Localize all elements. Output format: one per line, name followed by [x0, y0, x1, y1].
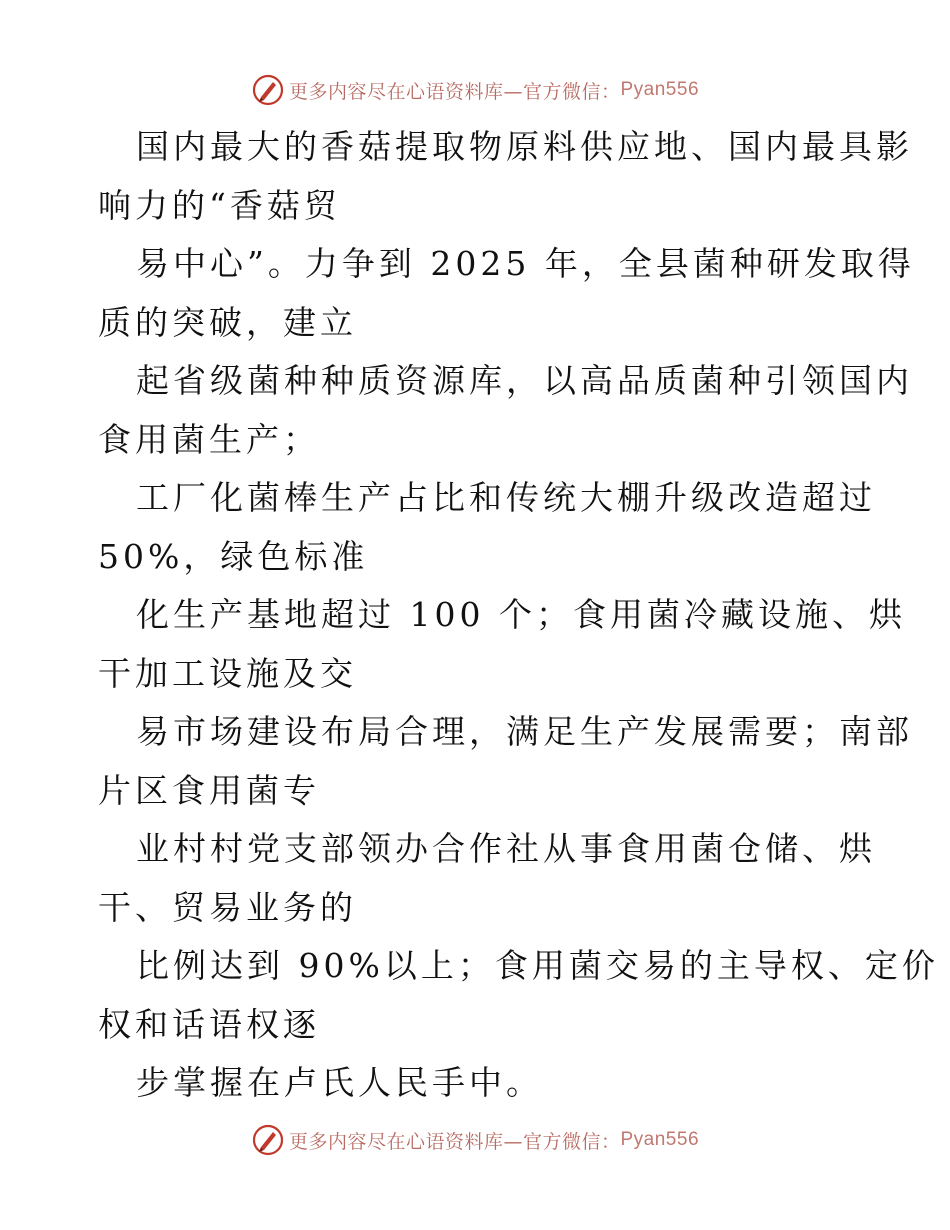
watermark-header	[0, 70, 950, 110]
text-line: 国内最大的香菇提取物原料供应地、国内最具影	[136, 127, 913, 166]
watermark-footer	[0, 1120, 950, 1160]
text-line: 食用菌生产；	[98, 419, 320, 459]
text-line: 化生产基地超过 100 个；食用菌冷藏设施、烘	[136, 595, 906, 634]
text-line: 质的突破，建立	[98, 302, 357, 342]
watermark-text: 更多内容尽在心语资料库—官方微信：	[288, 80, 621, 103]
document-body	[98, 118, 939, 1113]
text-line: 易市场建设布局合理，满足生产发展需要；南部	[136, 712, 913, 751]
text-line: 响力的“香菇贸	[98, 185, 341, 225]
wechat-id: Pyan556	[620, 1129, 700, 1150]
text-line: 工厂化菌棒生产占比和传统大棚升级改造超过	[136, 478, 876, 517]
text-line: 易中心”。力争到 2025 年，全县菌种研发取得	[136, 244, 915, 283]
text-line: 起省级菌种种质资源库，以高品质菌种引领国内	[136, 361, 913, 400]
text-line: 干、贸易业务的	[98, 887, 357, 927]
text-line: 权和话语权逐	[98, 1004, 320, 1044]
text-line: 业村村党支部领办合作社从事食用菌仓储、烘	[136, 829, 876, 868]
text-line: 比例达到 90%以上；食用菌交易的主导权、定价	[136, 946, 939, 985]
text-line: 片区食用菌专	[98, 770, 320, 810]
wechat-id: Pyan556	[620, 79, 700, 100]
text-line: 50%，绿色标准	[98, 536, 369, 576]
pen-logo-icon	[251, 1123, 285, 1157]
pen-logo-icon	[251, 73, 285, 107]
text-line: 干加工设施及交	[98, 653, 357, 693]
watermark-text: 更多内容尽在心语资料库—官方微信：	[288, 1130, 621, 1153]
text-line: 步掌握在卢氏人民手中。	[136, 1063, 543, 1102]
